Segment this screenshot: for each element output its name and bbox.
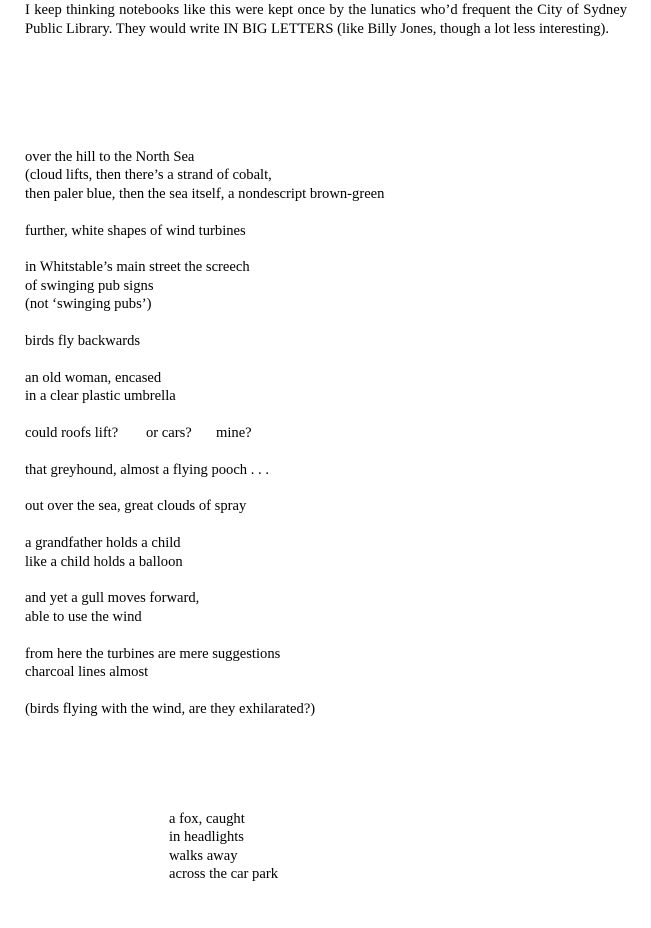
poem-line: charcoal lines almost bbox=[25, 663, 149, 680]
haiku-line: walks away bbox=[169, 847, 238, 864]
poem-line: further, white shapes of wind turbines bbox=[25, 222, 246, 239]
stanza bbox=[25, 258, 625, 313]
haiku-line: a fox, caught bbox=[169, 811, 245, 827]
poem-line: able to use the wind bbox=[25, 608, 142, 625]
poem-line: (cloud lifts, then there’s a strand of cobalt, bbox=[25, 167, 272, 184]
stanza bbox=[25, 332, 625, 350]
poem-line: an old woman, encased bbox=[25, 369, 162, 386]
poem-line: birds fly backwards bbox=[25, 332, 141, 349]
poem-phrase: could roofs lift? bbox=[25, 424, 119, 441]
poem bbox=[25, 148, 625, 718]
poem-line: and yet a gull moves forward, bbox=[25, 590, 200, 607]
poem-line: in a clear plastic umbrella bbox=[25, 388, 176, 405]
poem-line: (not ‘swinging pubs’) bbox=[25, 296, 152, 313]
poem-line: of swinging pub signs bbox=[25, 277, 154, 294]
poem-line: from here the turbines are mere suggestions bbox=[25, 645, 281, 662]
stanza bbox=[25, 700, 625, 718]
poem-line: in Whitstable’s main street the screech bbox=[25, 259, 250, 276]
poem-phrase: mine? bbox=[216, 424, 252, 441]
stanza bbox=[25, 424, 625, 442]
poem-line: a grandfather holds a child bbox=[25, 535, 181, 552]
haiku bbox=[169, 810, 278, 884]
stanza bbox=[25, 148, 625, 203]
poem-line: that greyhound, almost a flying pooch . . . bbox=[25, 461, 269, 478]
intro-paragraph: I keep thinking notebooks like this were kept once by the lunatics who’d frequent the City of Sydney Public Library. They would write IN BIG LETTERS (like Billy Jones, though a lot less interesting). bbox=[25, 2, 627, 37]
stanza bbox=[25, 645, 625, 682]
haiku-line: in headlights bbox=[169, 829, 244, 846]
poem-line: (birds flying with the wind, are they exhilarated?) bbox=[25, 700, 316, 717]
haiku-line: across the car park bbox=[169, 866, 278, 883]
stanza bbox=[25, 461, 625, 479]
poem-line: then paler blue, then the sea itself, a nondescript brown-green bbox=[25, 185, 385, 202]
stanza bbox=[25, 497, 625, 515]
poem-line: over the hill to the North Sea bbox=[25, 149, 195, 165]
stanza bbox=[25, 589, 625, 626]
poem-line: like a child holds a balloon bbox=[25, 553, 183, 570]
poem-phrase: or cars? bbox=[146, 424, 192, 441]
stanza bbox=[25, 369, 625, 406]
stanza bbox=[25, 534, 625, 571]
stanza bbox=[25, 222, 625, 240]
poem-line: out over the sea, great clouds of spray bbox=[25, 498, 247, 515]
